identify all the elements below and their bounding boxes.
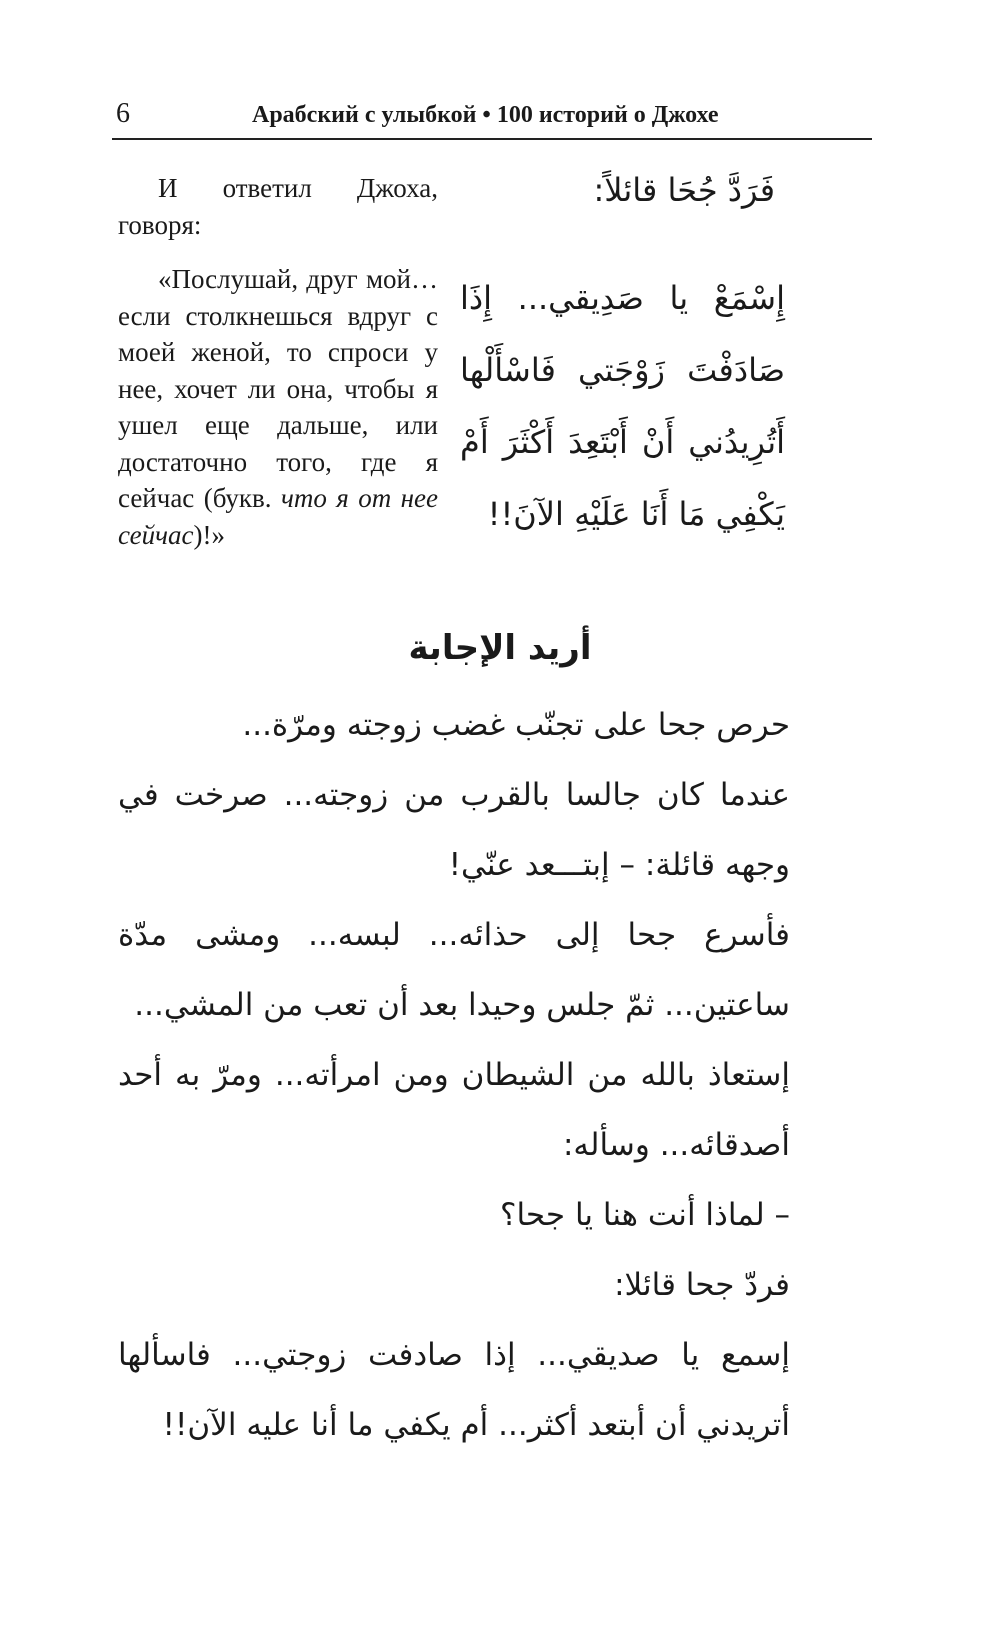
- story-paragraph-7: إسمع يا صديقي... إذا صادفت زوجتي... فاسألها أتريدني أن أبتعد أكثر... أم يكفي ما أنا عليه الآن!!: [118, 1337, 790, 1443]
- arabic-vocalized-text: [460, 160, 870, 550]
- story-body: [118, 690, 870, 1460]
- story-paragraph-2: عندما كان جالسا بالقرب من زوجته... صرخت في وجهه قائلة: – إبتـــعد عنّي!: [118, 777, 790, 883]
- story-paragraph-5: – لماذا أنت هنا يا جحا؟: [500, 1197, 790, 1233]
- ar-vocalized-paragraph: إِسْمَعْ يا صَدِيقي... إِذَا صَادَفْتَ زَوْجَتي فَاسْأَلْها أَتُرِيدُني أَنْ أَبْتَعِدَ أَكْثَرَ أَمْ يَكْفِي مَا أَنَا عَلَيْهِ الآنَ!!: [460, 279, 785, 533]
- ru-literal-translation: что я от нее сейчас: [118, 483, 438, 550]
- story-title: أريد الإجابة: [408, 628, 592, 668]
- ru-paragraph-1: И ответил Джоха, говоря:: [118, 173, 438, 240]
- ru-quote-end: )!»: [193, 519, 225, 550]
- story-paragraph-4: إستعاذ بالله من الشيطان ومن امرأته... ومرّ به أحد أصدقائه... وسأله:: [118, 1057, 790, 1163]
- ru-paragraph-2: [118, 261, 438, 553]
- page-number: 6: [116, 98, 130, 129]
- story-paragraph-1: حرص جحا على تجنّب غضب زوجته ومرّة...: [242, 707, 790, 743]
- page-header: [112, 98, 872, 140]
- running-title: Арабский с улыбкой • 100 историй о Джохе: [252, 102, 719, 128]
- story-paragraph-3: فأسرع جحا إلى حذائه... لبسه... ومشى مدّة ساعتين... ثمّ جلس وحيدا بعد أن تعب من المشي...: [118, 917, 790, 1023]
- story-paragraph-6: فردّ جحا قائلا:: [614, 1267, 790, 1303]
- ar-vocalized-line-1: فَرَدَّ جُحَا قائلاً:: [593, 171, 775, 209]
- ru-quote-text: «Послушай, друг мой… если столкнешься вдруг с моей женой, то спроси у нее, хочет ли она, чтобы я ушел еще дальше, или достаточно того, где я сейчас (букв.: [118, 264, 438, 513]
- russian-translation: [118, 170, 438, 571]
